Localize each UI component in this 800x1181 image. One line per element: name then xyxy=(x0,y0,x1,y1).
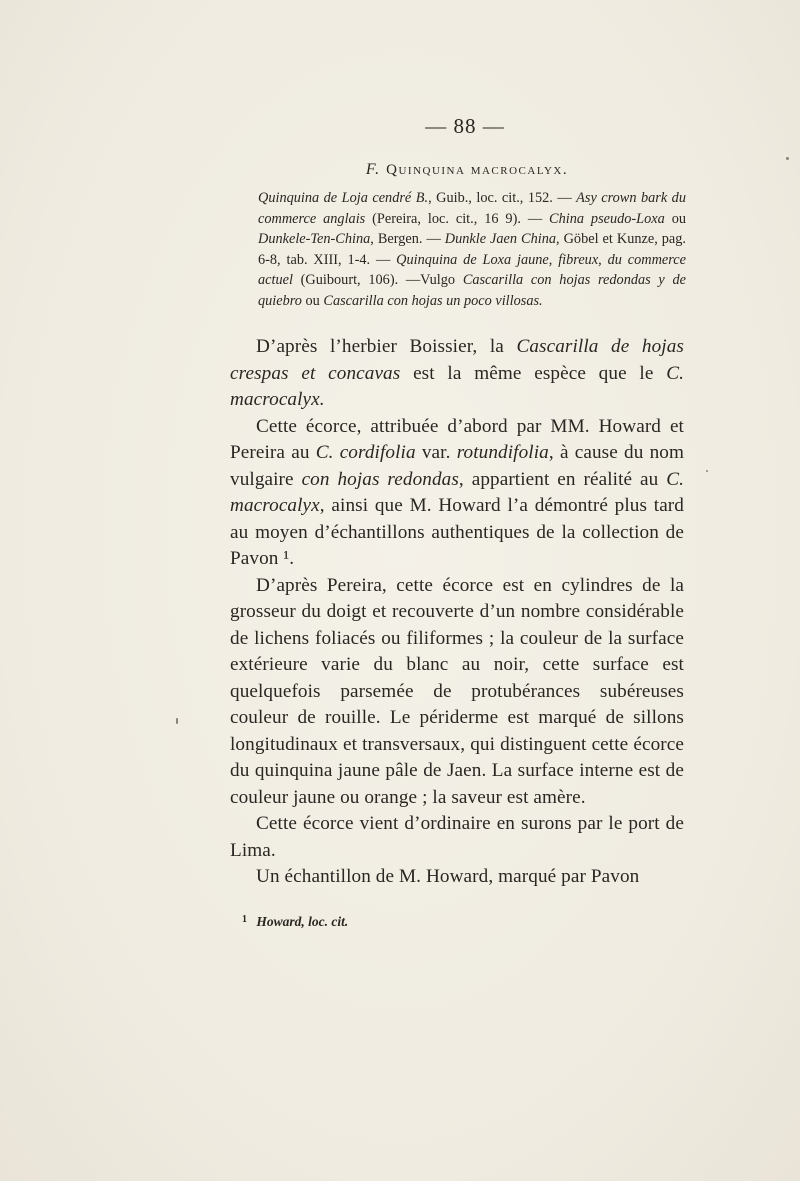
italic-text: C. macrocalyx. xyxy=(230,362,685,410)
italic-text: rotundifolia xyxy=(456,442,549,463)
text-run: (Pereira, loc. cit., 16 9). — xyxy=(365,210,550,227)
footnote-text: Howard, loc. cit. xyxy=(256,914,349,929)
section-letter: F. xyxy=(365,161,381,178)
text-run: , ainsi que M. Howard l’a démontré plus tard au moyen d’échantillons authentiques de la collection de Pavon ¹. xyxy=(230,495,684,569)
text-run: , Göbel et Kunze, pag. 6-8, tab. XIII, 1-4. — xyxy=(258,231,686,268)
italic-text: Dunkle Jaen China xyxy=(444,231,557,248)
text-run: est la même espèce que le xyxy=(400,362,667,384)
italic-text: Asy crown bark du commerce anglais xyxy=(258,190,686,227)
text-run: ou xyxy=(301,292,324,309)
paragraph xyxy=(230,414,684,573)
italic-text: C. macrocalyx xyxy=(230,468,684,516)
paragraph xyxy=(230,334,684,414)
text-run: , appartient en réalité au xyxy=(458,468,667,490)
text-run: ou xyxy=(664,210,686,227)
page-number: — 88 — xyxy=(425,114,505,138)
paper-speck xyxy=(786,157,789,160)
text-run: D’après Pereira, cette écorce est en cylindres de la grosseur du doigt et recouverte d’un nombre considérable de lichens foliacés ou filiformes ; la couleur de la surface extérieure varie du blanc au noir, cette surface est quelquefois parsemée de protubérances subéreuses couleur de rouille. Le périderme est marqué de sillons longitudinaux et transversaux, qui distinguent cette écorce du quinquina jaune pâle de Jaen. La surface interne est de couleur jaune ou orange ; la saveur est amère. xyxy=(230,574,684,808)
text-run: var. xyxy=(415,442,457,463)
italic-text: Cascarilla de hojas crespas et concavas xyxy=(230,336,684,384)
section-heading xyxy=(0,161,800,179)
footnote xyxy=(242,914,642,930)
paragraph xyxy=(230,573,684,812)
section-title: Quinquina macrocalyx. xyxy=(386,162,569,178)
body-text xyxy=(230,334,684,891)
text-run: , Bergen. — xyxy=(370,231,445,248)
paper-speck xyxy=(706,470,708,472)
italic-text: Dunkele-Ten-China xyxy=(258,231,371,248)
italic-text: Cascarilla con hojas un poco villosas. xyxy=(323,292,543,309)
paper-speck xyxy=(176,718,178,724)
synonymy-block xyxy=(258,188,686,312)
italic-text: Quinquina de Loja cendré B. xyxy=(258,190,429,206)
text-run: Cette écorce vient d’ordinaire en surons par le port de Lima. xyxy=(230,813,684,861)
italic-text: con hojas redondas xyxy=(301,468,459,490)
italic-text: C. cordifolia xyxy=(315,442,416,463)
text-run: , Guib., loc. cit., 152. — xyxy=(428,190,577,206)
text-run: D’après l’herbier Boissier, la xyxy=(256,336,517,357)
paragraph xyxy=(230,811,684,864)
text-run: Un échantillon de M. Howard, marqué par Pavon xyxy=(256,866,640,887)
text-run: Cette écorce, attribuée d’abord par MM. Howard et Pereira au xyxy=(230,415,684,463)
paragraph xyxy=(230,864,684,891)
text-run: , à cause du nom vulgaire xyxy=(230,442,685,490)
text-run: (Guibourt, 106). —Vulgo xyxy=(292,272,463,289)
italic-text: Quinquina de Loxa jaune, fibreux, du commerce actuel xyxy=(258,251,686,289)
italic-text: China pseudo-Loxa xyxy=(549,210,665,227)
italic-text: Cascarilla con hojas redondas y de quiebro xyxy=(258,272,687,309)
footnote-marker: 1 xyxy=(242,914,247,925)
